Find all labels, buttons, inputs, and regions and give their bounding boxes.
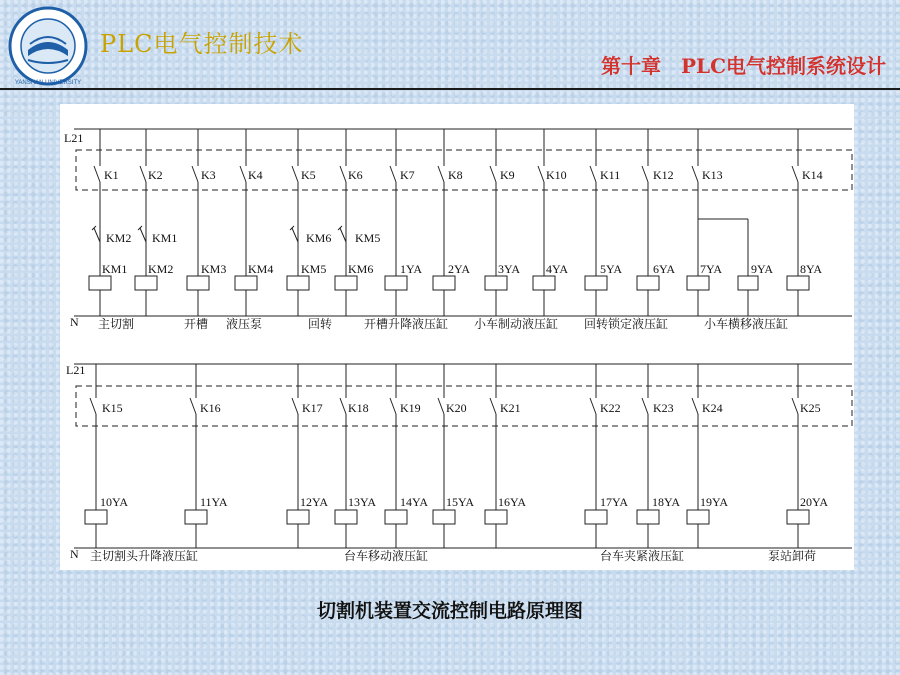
lower-branch-4-contact (340, 398, 346, 414)
upper-branch-15-coil-symbol (787, 276, 809, 290)
coil-14ya: 14YA (400, 495, 429, 509)
lower-branch-11-coil-symbol (787, 510, 809, 524)
coil-8ya: 8YA (800, 262, 823, 276)
rail-label-l21-upper: L21 (64, 131, 84, 145)
switch-k14: K14 (802, 168, 823, 182)
lower-branch-10-contact (692, 398, 698, 414)
group-trolley-move-cylinder: 台车移动液压缸 (344, 549, 429, 563)
interlock-contact-km5-mark (338, 226, 342, 230)
lower-branch-3-contact (292, 398, 298, 414)
coil-6ya: 6YA (653, 262, 676, 276)
switch-k9: K9 (500, 168, 515, 182)
interlock-km1: KM1 (152, 231, 178, 245)
lower-branch-6-contact (438, 398, 444, 414)
university-logo (6, 4, 90, 88)
coil-km3: KM3 (201, 262, 227, 276)
coil-15ya: 15YA (446, 495, 475, 509)
coil-km5: KM5 (301, 262, 327, 276)
switch-k2: K2 (148, 168, 163, 182)
upper-branch-6-contact (340, 166, 346, 182)
coil-7ya: 7YA (700, 262, 723, 276)
header-divider (0, 88, 900, 90)
switch-k16: K16 (200, 401, 221, 415)
upper-branch-14-coil-symbol (738, 276, 758, 290)
figure-caption: 切割机装置交流控制电路原理图 (316, 600, 583, 622)
lower-branch-1-contact (90, 398, 96, 414)
coil-19ya: 19YA (700, 495, 729, 509)
lower-branch-5-contact (390, 398, 396, 414)
upper-branch-2-contact (140, 166, 146, 182)
coil-11ya: 11YA (200, 495, 228, 509)
switch-k18: K18 (348, 401, 369, 415)
switch-k5: K5 (301, 168, 316, 182)
coil-12ya: 12YA (300, 495, 329, 509)
group-trolley-clamp-cylinder: 台车夹紧液压缸 (600, 549, 685, 563)
coil-4ya: 4YA (546, 262, 569, 276)
lower-branch-2-contact (190, 398, 196, 414)
coil-1ya: 1YA (400, 262, 423, 276)
chapter-title: 第十章 PLC电气控制系统设计 (600, 54, 886, 78)
rail-label-n-lower: N (70, 547, 79, 561)
upper-branch-8-contact (438, 166, 444, 182)
interlock-contact-km1 (140, 228, 146, 242)
upper-branch-4-coil-symbol (235, 276, 257, 290)
upper-branch-6-coil-symbol (335, 276, 357, 290)
upper-branch-3-contact (192, 166, 198, 182)
switch-k10: K10 (546, 168, 567, 182)
coil-3ya: 3YA (498, 262, 521, 276)
coil-17ya: 17YA (600, 495, 629, 509)
lower-branch-6-coil-symbol (433, 510, 455, 524)
coil-18ya: 18YA (652, 495, 681, 509)
coil-2ya: 2YA (448, 262, 471, 276)
lower-branch-3-coil-symbol (287, 510, 309, 524)
upper-branch-11-contact (590, 166, 596, 182)
interlock-contact-km6 (292, 228, 298, 242)
circuit-diagram (60, 104, 854, 570)
group-rotation-lock-cylinder: 回转锁定液压缸 (584, 317, 669, 331)
switch-k13: K13 (702, 168, 723, 182)
switch-k25: K25 (800, 401, 821, 415)
coil-20ya: 20YA (800, 495, 829, 509)
upper-branch-1-coil-symbol (89, 276, 111, 290)
switch-k7: K7 (400, 168, 415, 182)
lower-branch-11-contact (792, 398, 798, 414)
group-pump-unload: 泵站卸荷 (768, 549, 817, 563)
upper-switch-panel (76, 150, 852, 190)
interlock-km6: KM6 (306, 231, 332, 245)
coil-9ya: 9YA (751, 262, 774, 276)
lower-branch-9-contact (642, 398, 648, 414)
group-hydraulic-pump: 液压泵 (226, 317, 263, 331)
upper-branch-8-coil-symbol (433, 276, 455, 290)
switch-k22: K22 (600, 401, 621, 415)
upper-branch-13-contact (692, 166, 698, 182)
upper-branch-10-coil-symbol (533, 276, 555, 290)
group-groove-lift-cylinder: 开槽升降液压缸 (364, 317, 449, 331)
lower-branch-2-coil-symbol (185, 510, 207, 524)
upper-branch-15-contact (792, 166, 798, 182)
lower-branch-1-coil-symbol (85, 510, 107, 524)
switch-k15: K15 (102, 401, 123, 415)
svg-text:YANSHAN UNIVERSITY: YANSHAN UNIVERSITY (14, 80, 82, 86)
coil-16ya: 16YA (498, 495, 527, 509)
switch-k23: K23 (653, 401, 674, 415)
upper-branch-11-coil-symbol (585, 276, 607, 290)
upper-branch-5-contact (292, 166, 298, 182)
coil-10ya: 10YA (100, 495, 129, 509)
upper-circuit (64, 129, 852, 331)
group-cart-brake-cylinder: 小车制动液压缸 (474, 317, 559, 331)
switch-k21: K21 (500, 401, 521, 415)
switch-k3: K3 (201, 168, 216, 182)
upper-branch-10-contact (538, 166, 544, 182)
coil-5ya: 5YA (600, 262, 623, 276)
interlock-contact-km1-mark (138, 226, 142, 230)
upper-branch-2-coil-symbol (135, 276, 157, 290)
group-rotation: 回转 (308, 317, 333, 331)
lower-branch-8-contact (590, 398, 596, 414)
switch-k1: K1 (104, 168, 119, 182)
lower-branch-10-coil-symbol (687, 510, 709, 524)
upper-branch-9-coil-symbol (485, 276, 507, 290)
interlock-km5: KM5 (355, 231, 381, 245)
coil-km6: KM6 (348, 262, 374, 276)
rail-label-n-upper: N (70, 315, 79, 329)
interlock-contact-km5 (340, 228, 346, 242)
group-main-cut: 主切割 (98, 317, 135, 331)
upper-branch-9-contact (490, 166, 496, 182)
switch-k19: K19 (400, 401, 421, 415)
lower-branch-8-coil-symbol (585, 510, 607, 524)
switch-k12: K12 (653, 168, 674, 182)
coil-13ya: 13YA (348, 495, 377, 509)
group-cart-traverse-cylinder: 小车横移液压缸 (704, 317, 789, 331)
coil-km4: KM4 (248, 262, 274, 276)
upper-branches (76, 129, 852, 316)
lower-branch-9-coil-symbol (637, 510, 659, 524)
upper-branch-4-contact (240, 166, 246, 182)
switch-k6: K6 (348, 168, 363, 182)
upper-branch-12-coil-symbol (637, 276, 659, 290)
upper-branch-1-contact (94, 166, 100, 182)
interlock-km2: KM2 (106, 231, 132, 245)
upper-branch-12-contact (642, 166, 648, 182)
coil-km1: KM1 (102, 262, 128, 276)
lower-circuit (66, 363, 852, 563)
lower-branches (76, 364, 852, 548)
course-title: PLC电气控制技术 (100, 30, 304, 58)
switch-k11: K11 (600, 168, 621, 182)
group-grooving: 开槽 (184, 317, 209, 331)
coil-km2: KM2 (148, 262, 174, 276)
upper-branch-3-coil-symbol (187, 276, 209, 290)
switch-k4: K4 (248, 168, 263, 182)
lower-branch-7-coil-symbol (485, 510, 507, 524)
lower-branch-7-contact (490, 398, 496, 414)
upper-branch-13-coil-symbol (687, 276, 709, 290)
switch-k20: K20 (446, 401, 467, 415)
upper-branch-7-contact (390, 166, 396, 182)
upper-branch-7-coil-symbol (385, 276, 407, 290)
switch-k17: K17 (302, 401, 323, 415)
lower-branch-4-coil-symbol (335, 510, 357, 524)
rail-label-l21-lower: L21 (66, 363, 86, 377)
lower-branch-5-coil-symbol (385, 510, 407, 524)
switch-k8: K8 (448, 168, 463, 182)
upper-branch-5-coil-symbol (287, 276, 309, 290)
interlock-contact-km6-mark (290, 226, 294, 230)
interlock-contact-km2-mark (92, 226, 96, 230)
switch-k24: K24 (702, 401, 723, 415)
group-main-head-lift-cylinder: 主切割头升降液压缸 (90, 549, 199, 563)
interlock-contact-km2 (94, 228, 100, 242)
